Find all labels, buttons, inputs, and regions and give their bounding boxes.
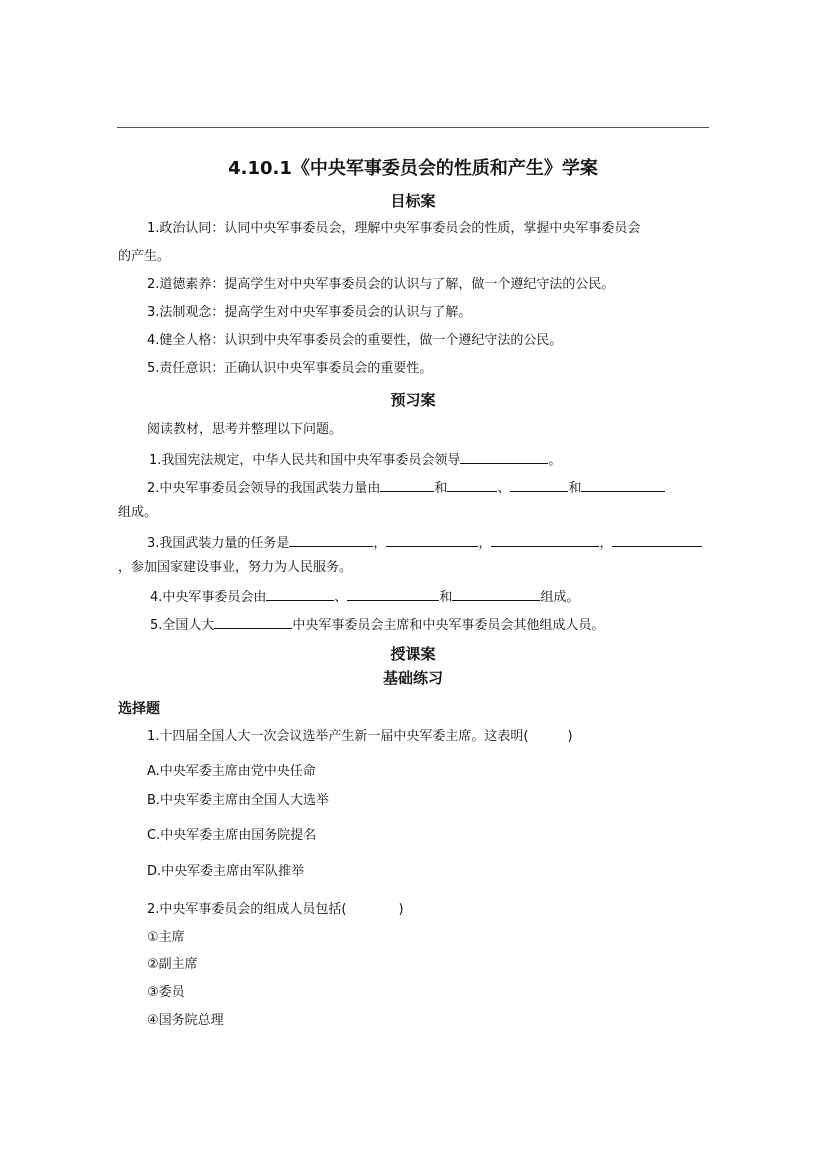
choice-label: 选择题	[118, 701, 160, 717]
fill-blank[interactable]	[266, 587, 334, 601]
goal-item-2: 2.道德素养：提高学生对中央军事委员会的认识与了解，做一个遵纪守法的公民。	[147, 277, 615, 292]
fill-blank[interactable]	[447, 478, 497, 492]
fill-blank[interactable]	[214, 615, 292, 629]
preview-q1-text: 1.我国宪法规定，中华人民共和国中央军事委员会领导	[149, 453, 461, 468]
fill-blank[interactable]	[460, 450, 548, 464]
fill-blank[interactable]	[491, 533, 599, 547]
preview-q1	[149, 450, 561, 470]
choice-q2-item-2: ②副主席	[147, 957, 198, 972]
goal-item-3: 3.法制观念：提高学生对中央军事委员会的认识与了解。	[147, 305, 472, 320]
fill-blank[interactable]	[612, 533, 702, 547]
fill-blank[interactable]	[452, 587, 540, 601]
preview-q3-sep-1: ，	[373, 536, 387, 551]
preview-q4	[150, 587, 579, 607]
fill-blank[interactable]	[581, 478, 665, 492]
section-preview-heading: 预习案	[390, 391, 436, 409]
choice-q2: 2.中央军事委员会的组成人员包括( )	[147, 902, 404, 917]
page-title: 4.10.1《中央军事委员会的性质和产生》学案	[228, 158, 598, 179]
goal-item-1-cont: 的产生。	[118, 249, 171, 264]
goal-item-1: 1.政治认同：认同中央军事委员会，理解中央军事委员会的性质，掌握中央军事委员会	[147, 221, 641, 236]
fill-blank[interactable]	[510, 478, 568, 492]
choice-q2-item-4: ④国务院总理	[147, 1013, 224, 1028]
preview-intro: 阅读教材，思考并整理以下问题。	[147, 422, 343, 437]
preview-q3-text: 3.我国武装力量的任务是	[147, 536, 290, 551]
preview-q3-sep-3: ，	[599, 536, 613, 551]
header-rule	[117, 127, 709, 128]
fill-blank[interactable]	[386, 533, 478, 547]
preview-q3-end: ，参加国家建设事业，努力为人民服务。	[118, 560, 353, 575]
preview-q2	[147, 478, 665, 498]
preview-q2-sep: 、	[497, 481, 511, 496]
preview-q2-and-2: 和	[568, 481, 582, 496]
preview-q5-text: 5.全国人大	[150, 618, 215, 633]
preview-q4-text: 4.中央军事委员会由	[150, 590, 267, 605]
section-lesson-heading: 授课案	[390, 645, 436, 663]
preview-q5-end: 中央军事委员会主席和中央军事委员会其他组成人员。	[292, 618, 605, 633]
fill-blank[interactable]	[347, 587, 439, 601]
section-basic-practice: 基础练习	[382, 669, 443, 687]
section-goal-heading: 目标案	[390, 192, 436, 210]
choice-q1: 1.十四届全国人大一次会议选举产生新一届中央军委主席。这表明( )	[147, 729, 573, 744]
preview-q2-text: 2.中央军事委员会领导的我国武装力量由	[147, 481, 381, 496]
preview-q2-end: 组成。	[118, 505, 158, 520]
choice-q1-option-c[interactable]: C.中央军委主席由国务院提名	[147, 828, 317, 843]
preview-q3-sep-2: ，	[478, 536, 492, 551]
choice-q1-option-a[interactable]: A.中央军委主席由党中央任命	[147, 764, 316, 779]
choice-q2-item-1: ①主席	[147, 930, 185, 945]
choice-q1-option-b[interactable]: B.中央军委主席由全国人大选举	[147, 793, 330, 808]
choice-q2-item-3: ③委员	[147, 985, 185, 1000]
goal-item-4: 4.健全人格：认识到中央军事委员会的重要性，做一个遵纪守法的公民。	[147, 333, 563, 348]
fill-blank[interactable]	[380, 478, 434, 492]
choice-q1-option-d[interactable]: D.中央军委主席由军队推举	[147, 864, 305, 879]
preview-q4-end: 组成。	[540, 590, 580, 605]
preview-q5	[150, 615, 604, 635]
preview-q1-end: 。	[548, 453, 562, 468]
fill-blank[interactable]	[289, 533, 373, 547]
goal-item-5: 5.责任意识：正确认识中央军事委员会的重要性。	[147, 361, 433, 376]
preview-q2-and-1: 和	[434, 481, 448, 496]
preview-q4-sep: 、	[334, 590, 348, 605]
preview-q3	[147, 533, 702, 553]
preview-q4-and: 和	[439, 590, 453, 605]
